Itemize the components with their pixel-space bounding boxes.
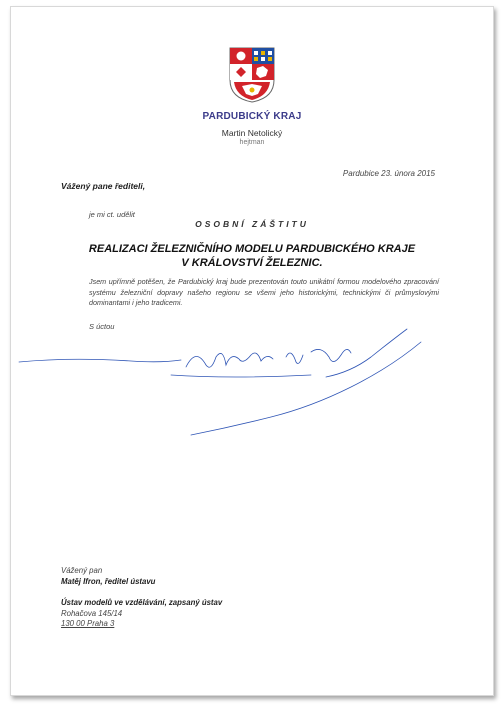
recipient-person: Matěj Ifron, ředitel ústavu (61, 577, 156, 586)
signatory-role: hejtman (239, 139, 265, 146)
letter-date: Pardubice 23. února 2015 (342, 169, 435, 178)
grant-intro: je mi ct. udělit (89, 210, 135, 219)
letter-body: Jsem upřímně potěšen, že Pardubický kraj bude prezentován touto unikátní formou modelového zpracování systému železniční dopravy našeho regionu se všemi jeho historickými, technickými či průmyslovými dominantami i jeho tradicemi. (89, 277, 439, 307)
letter-page (10, 6, 494, 696)
recipient-greeting: Vážený pan (61, 566, 103, 575)
signatory-name: Martin Netolický (221, 128, 283, 138)
handwritten-signature (11, 317, 493, 437)
recipient-city: 130 00 Praha 3 (61, 619, 115, 628)
salutation: Vážený pane řediteli, (61, 181, 146, 191)
recipient-street: Rohačova 145/14 (61, 609, 123, 618)
organization-name: PARDUBICKÝ KRAJ (202, 111, 302, 122)
recipient-institution: Ústav modelů ve vzdělávání, zapsaný ústav (61, 598, 223, 607)
project-title-line-1: REALIZACI ŽELEZNIČNÍHO MODELU PARDUBICKÉHO KRAJE (88, 243, 416, 255)
closing: S úctou (89, 322, 115, 331)
patronage-heading: OSOBNÍ ZÁŠTITU (195, 219, 309, 229)
coat-of-arms-icon (228, 46, 276, 104)
project-title-line-2: V KRÁLOVSTVÍ ŽELEZNIC. (181, 257, 323, 269)
